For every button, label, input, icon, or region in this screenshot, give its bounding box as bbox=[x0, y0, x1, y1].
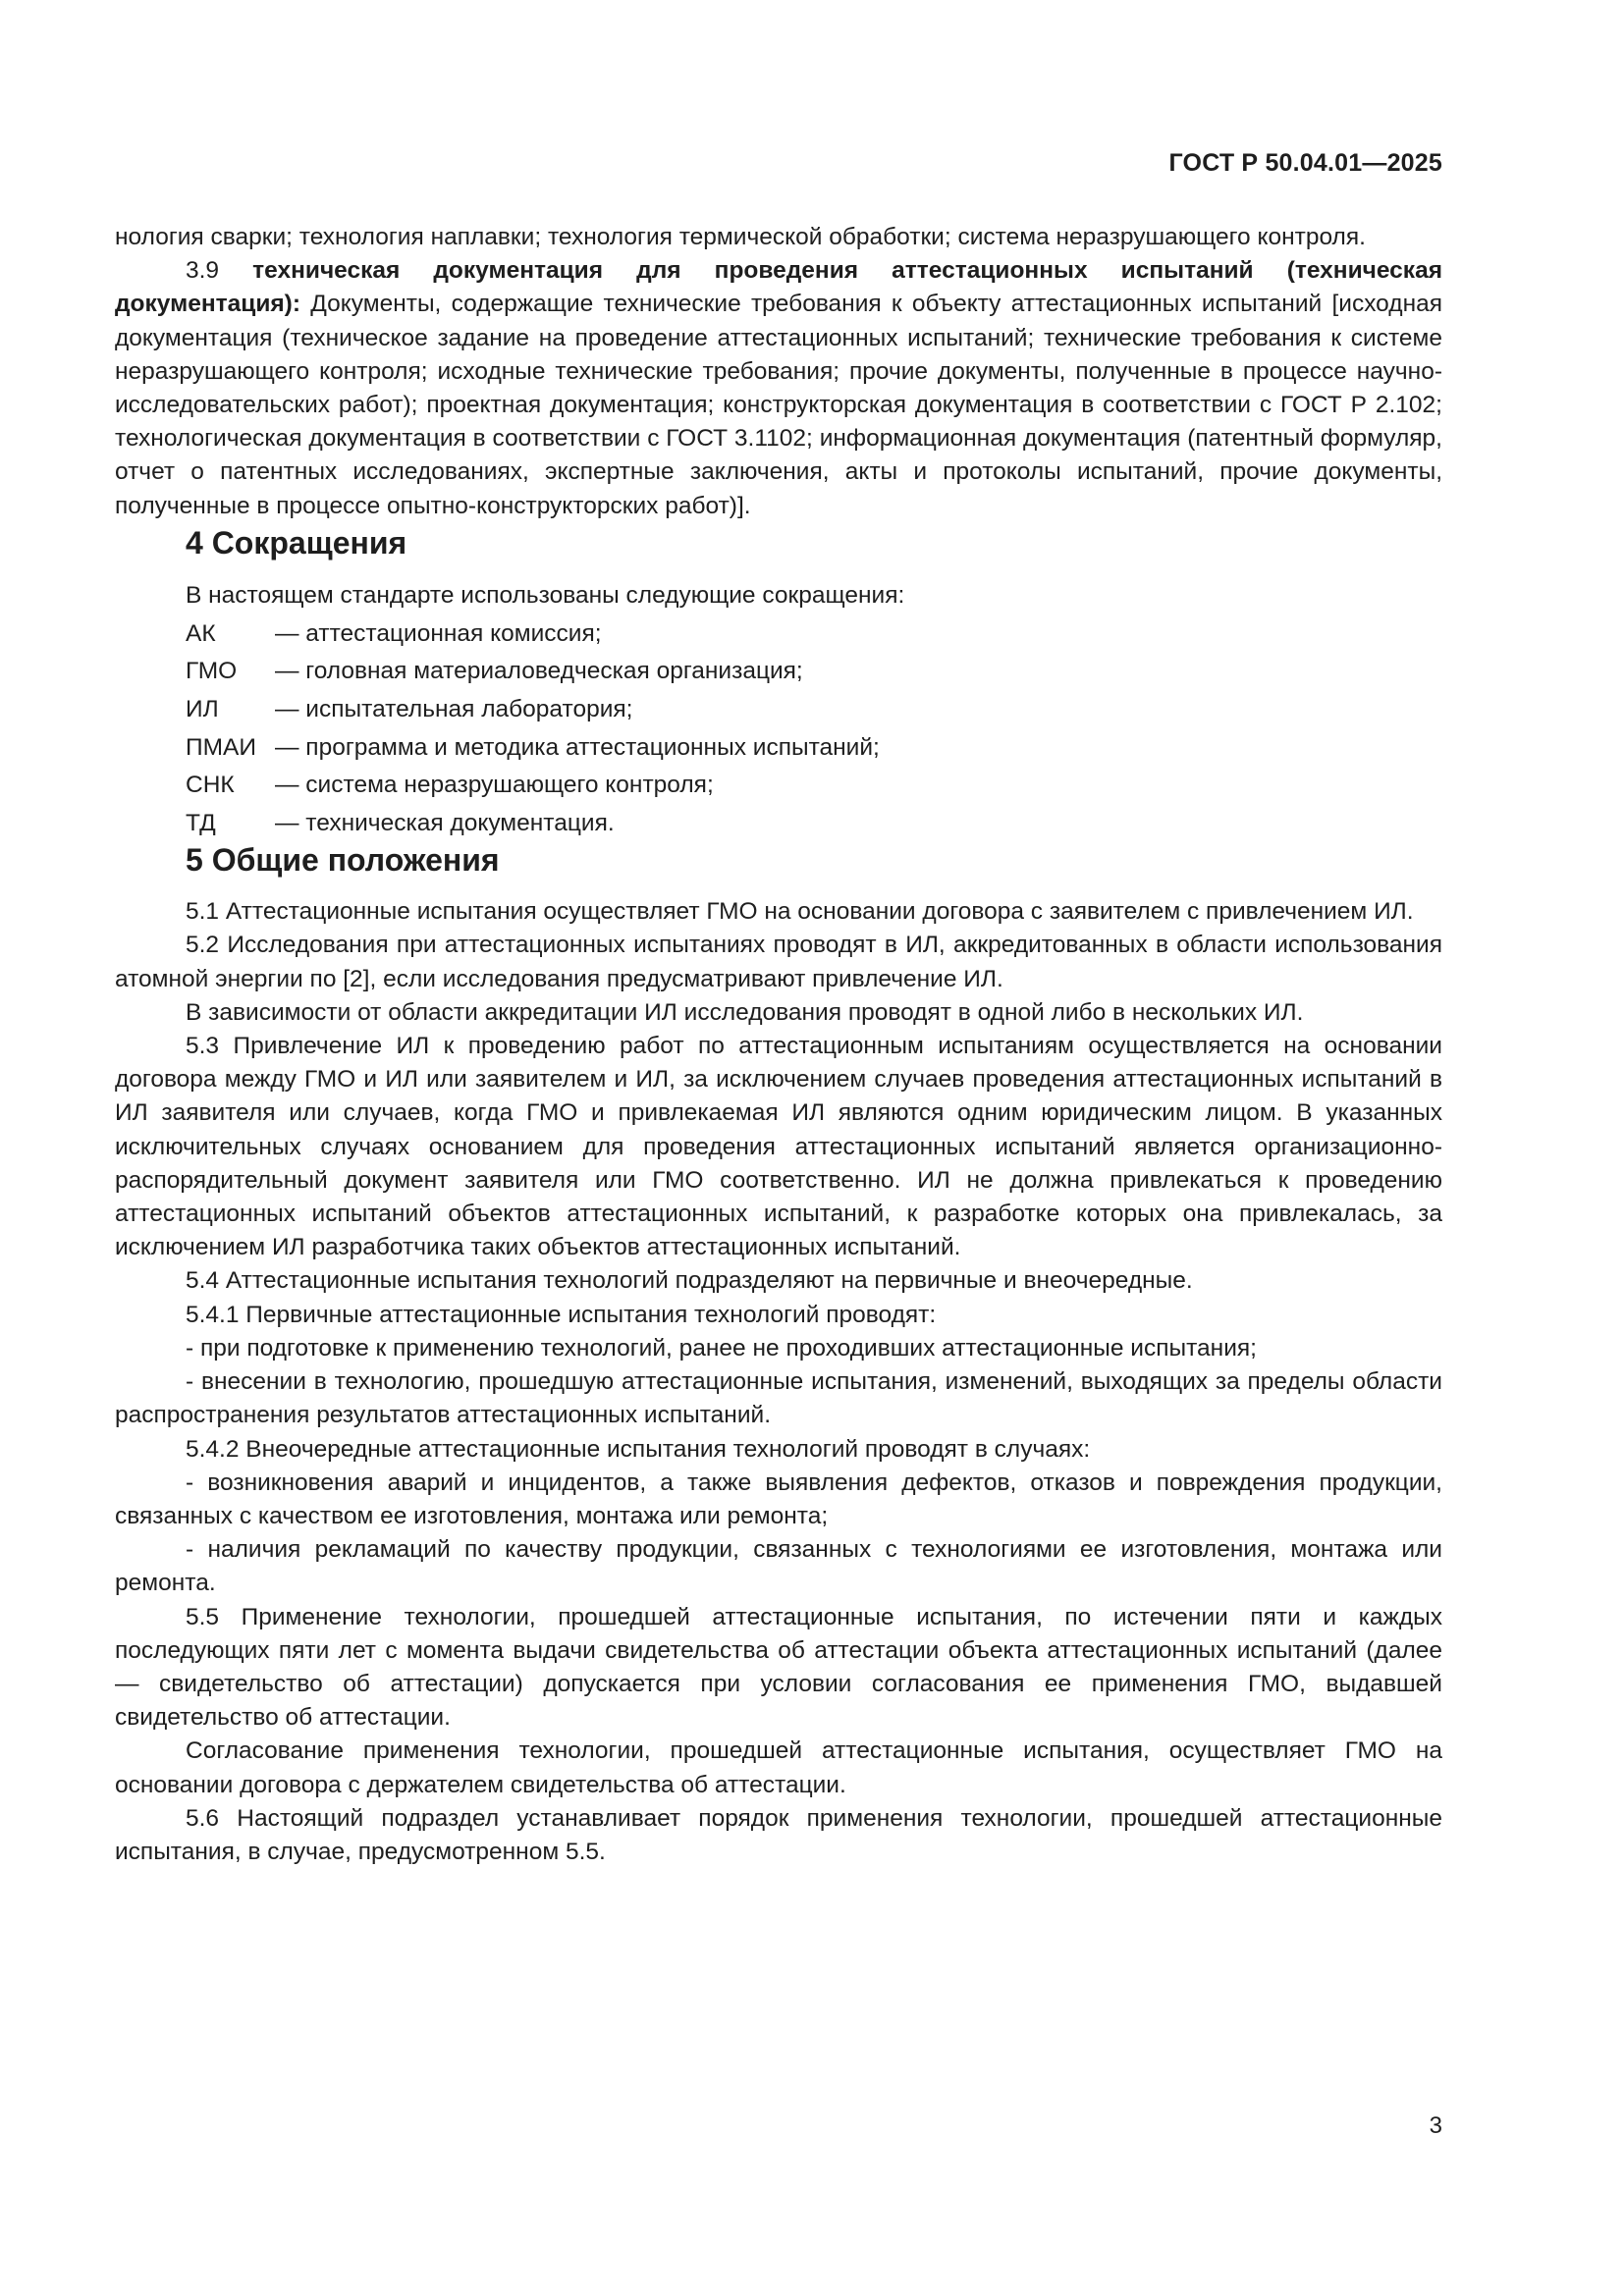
clause-number: 3.9 bbox=[186, 257, 220, 285]
abbreviation-code: СНК bbox=[186, 772, 235, 799]
paragraph-5-4-1: 5.4.1 Первичные аттестационные испытания технологий проводят: bbox=[186, 1301, 937, 1328]
list-item-5-4-2-b: - наличия рекламаций по качеству продукции, связанных с технологиями ее изготовления, монтажа или ремонта. bbox=[115, 1536, 1442, 1597]
abbreviation-item bbox=[115, 807, 1442, 840]
section-5-title: 5 Общие положения bbox=[186, 842, 500, 879]
abbreviation-item bbox=[115, 693, 1442, 726]
paragraph-5-1: 5.1 Аттестационные испытания осуществляет ГМО на основании договора с заявителем с привлечением ИЛ. bbox=[186, 898, 1414, 926]
document-body bbox=[115, 221, 1442, 1869]
abbreviation-definition: — программа и методика аттестационных испытаний; bbox=[275, 733, 880, 761]
abbreviation-item bbox=[115, 617, 1442, 651]
term-text: Документы, содержащие технические требования к объекту аттестационных испытаний [исходная документация (техническое задание на проведение аттестационных испытаний; технические требования к системе неразрушающего контроля; исходные технические требования; прочие документы, полученные в процессе научно-исследовательских работ); проектная документация; конструкторская документация в соответствии с ГОСТ Р 2.102; технологическая документация в соответствии с ГОСТ 3.1102; информационная документация (патентный формуляр, отчет о патентных исследованиях, экспертные заключения, акты и протоколы испытаний, прочие документы, полученные в процессе опытно-конструкторских работ)]. bbox=[115, 291, 1442, 519]
continued-paragraph: нология сварки; технология наплавки; технология термической обработки; система неразрушающего контроля. bbox=[115, 224, 1366, 250]
abbreviation-definition: — испытательная лаборатория; bbox=[275, 695, 633, 722]
document-code-header: ГОСТ Р 50.04.01—2025 bbox=[1168, 149, 1442, 177]
list-item-5-4-2-a: - возникновения аварий и инцидентов, а также выявления дефектов, отказов и повреждения продукции, связанных с качеством ее изготовления, монтажа или ремонта; bbox=[115, 1468, 1442, 1529]
term-definition: техническая документация для проведения аттестационных испытаний (техническая документация): bbox=[115, 257, 1442, 318]
abbreviation-item bbox=[115, 769, 1442, 802]
abbreviation-definition: — головная материаловедческая организация; bbox=[275, 658, 803, 685]
paragraph-5-4-2: 5.4.2 Внеочередные аттестационные испытания технологий проводят в случаях: bbox=[186, 1435, 1091, 1463]
paragraph-5-2: 5.2 Исследования при аттестационных испытаниях проводят в ИЛ, аккредитованных в области использования атомной энергии по [2], если исследования предусматривают привлечение ИЛ. bbox=[115, 932, 1442, 992]
paragraph-5-4: 5.4 Аттестационные испытания технологий подразделяют на первичные и внеочередные. bbox=[186, 1267, 1193, 1295]
page-number: 3 bbox=[1429, 2112, 1442, 2139]
abbreviation-definition: — аттестационная комиссия; bbox=[275, 619, 602, 647]
list-item-5-4-1-b: - внесении в технологию, прошедшую аттестационные испытания, изменений, выходящих за пределы области распространения результатов аттестационных испытаний. bbox=[115, 1368, 1442, 1429]
abbreviation-code: АК bbox=[186, 619, 216, 647]
abbreviation-code: ПМАИ bbox=[186, 733, 256, 761]
abbreviations-list bbox=[115, 617, 1442, 841]
paragraph-5-6: 5.6 Настоящий подраздел устанавливает порядок применения технологии, прошедшей аттестационные испытания, в случае, предусмотренном 5.5. bbox=[115, 1804, 1442, 1865]
section-4-title: 4 Сокращения bbox=[186, 524, 407, 561]
abbreviation-code: ТД bbox=[186, 810, 216, 837]
list-item-5-4-1-a: - при подготовке к применению технологий, ранее не проходивших аттестационные испытания; bbox=[186, 1334, 1257, 1362]
paragraph-5-5: 5.5 Применение технологии, прошедшей аттестационные испытания, по истечении пяти и каждых последующих пяти лет с момента выдачи свидетельства об аттестации объекта аттестационных испытаний (далее — свидетельство об аттестации) допускается при условии согласования ее применения ГМО, выдавшей свидетельство об аттестации. bbox=[115, 1603, 1442, 1732]
abbreviation-code: ГМО bbox=[186, 658, 238, 685]
abbreviation-code: ИЛ bbox=[186, 695, 219, 722]
abbreviations-intro: В настоящем стандарте использованы следующие сокращения: bbox=[186, 581, 905, 609]
paragraph-3-9 bbox=[115, 254, 1442, 523]
abbreviation-definition: — техническая документация. bbox=[275, 810, 615, 837]
abbreviation-item bbox=[115, 655, 1442, 688]
paragraph-5-2-note: В зависимости от области аккредитации ИЛ исследования проводят в одной либо в нескольких ИЛ. bbox=[186, 998, 1304, 1026]
abbreviation-definition: — система неразрушающего контроля; bbox=[275, 772, 714, 799]
paragraph-5-3: 5.3 Привлечение ИЛ к проведению работ по аттестационным испытаниям осуществляется на основании договора между ГМО и ИЛ или заявителем и ИЛ, за исключением случаев проведения аттестационных испытаний в ИЛ заявителя или случаев, когда ГМО и привлекаемая ИЛ являются одним юридическим лицом. В указанных исключительных случаях основанием для проведения аттестационных испытаний является организационно-распорядительный документ заявителя или ГМО соответственно. ИЛ не должна привлекаться к проведению аттестационных испытаний объектов аттестационных испытаний, к разработке которых она привлекалась, за исключением ИЛ разработчика таких объектов аттестационных испытаний. bbox=[115, 1033, 1442, 1261]
abbreviation-item bbox=[115, 731, 1442, 765]
paragraph-5-5-note: Согласование применения технологии, прошедшей аттестационные испытания, осуществляет ГМО на основании договора с держателем свидетельства об аттестации. bbox=[115, 1737, 1442, 1798]
